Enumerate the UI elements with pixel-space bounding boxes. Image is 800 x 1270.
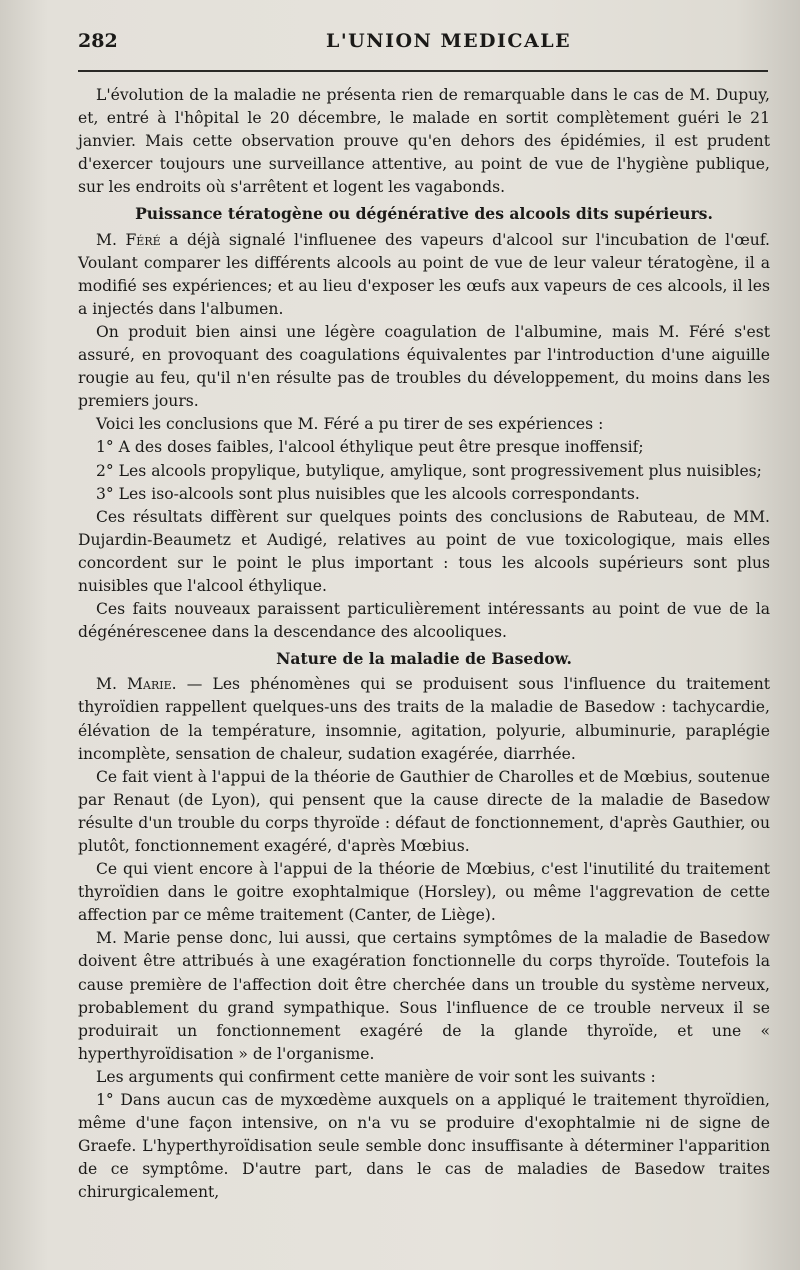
- page-header: [78, 30, 770, 66]
- section-heading-basedow: Nature de la maladie de Basedow.: [276, 649, 572, 669]
- section1-paragraph-1-text: a déjà signalé l'influenee des vapeurs d'alcool sur l'incubation de l'œuf. Voulant comparer les différents alcools au point de vue de leur valeur tératogène, il a modifié ses expériences; et au lieu d'exposer les œufs aux vapeurs de ces alcools, il les a injectés dans l'albumen.: [78, 230, 770, 318]
- author-name: M. Féré: [96, 230, 161, 249]
- section2-paragraph-4: M. Marie pense donc, lui aussi, que certains symptômes de la maladie de Basedow doivent être attribués à une exagération fonctionnelle du corps thyroïde. Toutefois la cause première de l'affection doit être cherchée dans un trouble du système nerveux, probablement du grand sympathique. Sous l'influence de ce trouble nerveux il se produirait un fonctionnement exagéré de la glande thyroïde, et une « hyperthyroïdisation » de l'organisme.: [78, 929, 770, 1063]
- article-body: [78, 84, 770, 1205]
- author-name: M. Marie.: [96, 675, 177, 694]
- section1-paragraph-5: Ces faits nouveaux paraissent particulièrement intéressants au point de vue de la dégénérescenee dans la descendance des alcooliques.: [78, 600, 770, 642]
- conclusion-item-1: 1° A des doses faibles, l'alcool éthylique peut être presque inoffensif;: [96, 438, 644, 457]
- section2-paragraph-3: Ce qui vient encore à l'appui de la théorie de Mœbius, c'est l'inutilité du traitement thyroïdien dans le goitre exophtalmique (Horsley), ou même l'aggrevation de cette affection par ce même traitement (Canter, de Liège).: [78, 860, 770, 925]
- conclusion-item-2: 2° Les alcools propylique, butylique, amylique, sont progressivement plus nuisibles;: [96, 461, 762, 480]
- section2-paragraph-1: [78, 673, 770, 765]
- section2-paragraph-1-text: — Les phénomènes qui se produisent sous l'influence du traitement thyroïdien rappellent quelques-uns des traits de la maladie de Basedow : tachycardie, élévation de la température, insomnie, agitation, polyurie, albuminurie, paraplégie incomplète, sensation de chaleur, sudation exagérée, diarrhée.: [78, 675, 771, 763]
- section1-paragraph-2: On produit bien ainsi une légère coagulation de l'albumine, mais M. Féré s'est assuré, en provoquant des coagulations équivalentes par l'introduction d'une aiguille rougie au feu, qu'il n'en résulte pas de troubles du développement, du moins dans les premiers jours.: [78, 322, 770, 411]
- conclusion-item-3: 3° Les iso-alcools sont plus nuisibles que les alcools correspondants.: [96, 484, 640, 503]
- intro-paragraph: L'évolution de la maladie ne présenta rien de remarquable dans le cas de M. Dupuy, et, entré à l'hôpital le 20 décembre, le malade en sortit complètement guéri le 21 janvier. Mais cette observation prouve qu'en dehors des épidémies, il est prudent d'exercer toujours une surveillance attentive, au point de vue de l'hygiène publique, sur les endroits où s'arrêtent et logent les vagabonds.: [78, 86, 770, 197]
- running-head: L'UNION MEDICALE: [326, 30, 572, 52]
- page-number: 282: [78, 30, 118, 52]
- argument-item-1: 1° Dans aucun cas de myxœdème auxquels on a appliqué le traitement thyroïdien, même d'une façon intensive, on n'a vu se produire d'exophtalmie ni de signe de Graefe. L'hyperthyroïdisation seule semble donc insuffisante à déterminer l'apparition de ce symptôme. D'autre part, dans le cas de maladies de Basedow traites chirurgicalement,: [78, 1091, 770, 1202]
- section2-paragraph-2: Ce fait vient à l'appui de la théorie de Gauthier de Charolles et de Mœbius, soutenue par Renaut (de Lyon), qui pensent que la cause directe de la maladie de Basedow résulte d'un trouble du corps thyroïde : défaut de fonctionnement, d'après Gauthier, ou plutôt, fonctionnement exagéré, d'après Mœbius.: [78, 767, 770, 855]
- section1-paragraph-1: [78, 229, 770, 321]
- section-heading-alcools: Puissance tératogène ou dégénérative des alcools dits supérieurs.: [135, 204, 713, 224]
- section2-paragraph-5: Les arguments qui confirment cette manière de voir sont les suivants :: [96, 1067, 656, 1086]
- section1-paragraph-3: Voici les conclusions que M. Féré a pu tirer de ses expériences :: [96, 415, 604, 434]
- section1-paragraph-4: Ces résultats diffèrent sur quelques points des conclusions de Rabuteau, de MM. Dujardin-Beaumetz et Audigé, relatives au point de vue toxicologique, mais elles concordent sur le point le plus important : tous les alcools supérieurs sont plus nuisibles que l'alcool éthylique.: [78, 507, 770, 595]
- header-rule: [78, 70, 768, 72]
